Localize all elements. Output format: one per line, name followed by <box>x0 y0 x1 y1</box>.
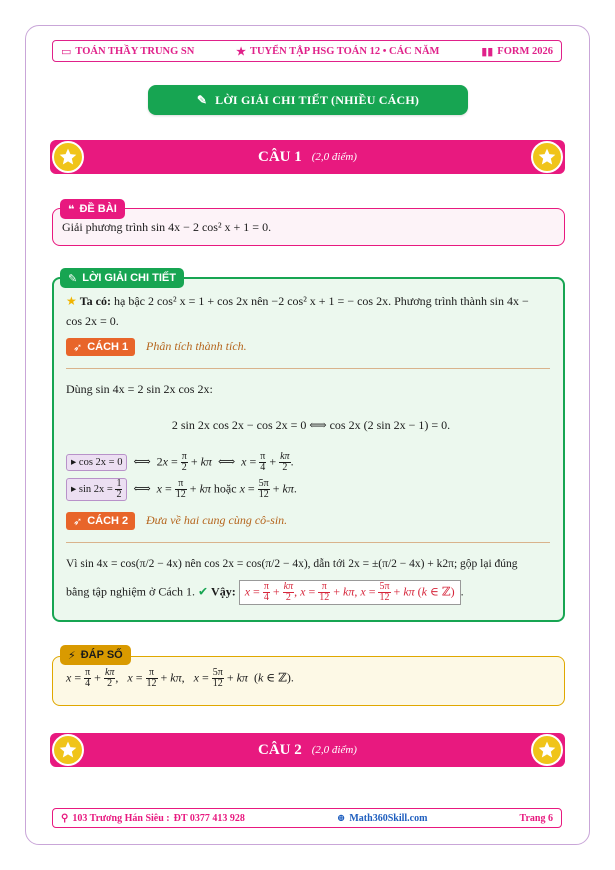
intro-text-1: hạ bậc 2 cos² x = 1 + cos 2x nên −2 cos² x + 1 = − cos 2x. Phương trình thành sin 4x − <box>114 294 529 308</box>
answer-tag <box>60 645 131 665</box>
divider <box>66 368 550 369</box>
star-badge-icon <box>531 734 563 766</box>
check-circle-icon: ✔ <box>197 584 209 599</box>
method-1-line: Dùng sin 4x = 2 sin 2x cos 2x: <box>66 382 213 396</box>
footer-website-text: Math360Skill.com <box>349 812 428 824</box>
chalkboard-icon: ▭ <box>61 45 72 58</box>
header-left-text: TOÁN THẦY TRUNG SN <box>75 45 195 57</box>
page-footer <box>52 808 562 828</box>
case-2-chip-text: sin 2x = <box>78 483 113 495</box>
page-header <box>52 40 562 62</box>
case-2-chip: ▸ sin 2x = $\frac{1}{2}$ <box>66 478 127 501</box>
section-title-pill <box>148 85 468 115</box>
case-1-line: ▸ cos 2x = 0 ⟺ 2x = $\frac{\pi}{2}$ + kπ ⟺ x = $\frac{\pi}{4}$ + $\frac{k\pi}{2}$ . <box>66 452 556 473</box>
problem-tag <box>60 199 125 219</box>
method-2-line-2-text: bằng tập nghiệm ở Cách 1. <box>66 584 195 599</box>
problem-tag-label: ĐỀ BÀI <box>79 203 117 215</box>
fraction: $\frac{1}{2}$ <box>116 478 122 500</box>
header-middle <box>236 45 439 58</box>
header-middle-text: TUYỂN TẬP HSG TOÁN 12 • CÁC NĂM <box>249 45 440 57</box>
star-badge-icon <box>52 141 84 173</box>
fraction: $\frac{k\pi}{2}$ <box>280 451 290 473</box>
location-pin-icon: ⚲ <box>61 812 69 824</box>
method-1-label: CÁCH 1 <box>87 341 129 353</box>
case-1-chip: ▸ cos 2x = 0 <box>66 454 127 472</box>
star-icon: ★ <box>66 294 77 308</box>
question-1-points: (2,0 điểm) <box>311 151 357 163</box>
question-2-banner <box>50 733 565 767</box>
star-badge-icon <box>52 734 84 766</box>
solution-intro <box>66 292 556 310</box>
method-2-line-2: bằng tập nghiệm ở Cách 1. ✔ Vậy: x = $\frac{\pi}{4}$ + $\frac{k\pi}{2}$ , x = $\frac{\pi}{12}$ + kπ, x = $\frac{5\pi}{12}$ + kπ (k ∈ ℤ). <box>66 581 464 603</box>
method-2-tag <box>66 512 135 530</box>
question-1-title: CÂU 1 <box>258 148 302 165</box>
method-1-tag <box>66 338 135 356</box>
footer-page-number: Trang 6 <box>519 812 553 824</box>
star-icon: ★ <box>236 45 246 58</box>
pen-icon: ✎ <box>196 92 208 107</box>
conclusion-answer: x = $\frac{\pi}{4}$ + $\frac{k\pi}{2}$ , x = $\frac{\pi}{12}$ + kπ, x = $\frac{5\pi}{12}$ + kπ (k ∈ ℤ) <box>239 580 461 605</box>
lightning-icon: ⚡ <box>68 649 76 662</box>
answer-text: x = $\frac{\pi}{4}$ + $\frac{k\pi}{2}$ , x = $\frac{\pi}{12}$ + kπ, x = $\frac{5\pi}{12}$ + kπ (k ∈ ℤ). <box>66 667 294 689</box>
book-icon: ▮▮ <box>481 45 494 58</box>
problem-text: Giải phương trình sin 4x − 2 cos² x + 1 = 0. <box>62 220 272 234</box>
footer-website[interactable] <box>337 813 427 824</box>
fraction: $\frac{5\pi}{12}$ <box>258 478 269 500</box>
footer-address: 103 Trương Hán Siêu : <box>72 812 170 824</box>
method-1-desc: Phân tích thành tích. <box>146 339 247 353</box>
footer-contact <box>61 813 245 824</box>
method-2-label: CÁCH 2 <box>87 515 129 527</box>
fraction: $\frac{\pi}{12}$ <box>175 478 186 500</box>
question-2-title: CÂU 2 <box>258 741 302 758</box>
globe-icon: ⊕ <box>336 812 346 824</box>
question-2-points: (2,0 điểm) <box>311 744 357 756</box>
header-right-text: FORM 2026 <box>497 45 553 57</box>
fraction: $\frac{\pi}{2}$ <box>181 451 187 473</box>
rocket-icon: ➶ <box>73 341 83 354</box>
divider <box>66 542 550 543</box>
header-right <box>481 45 553 58</box>
case-1-chip-text: cos 2x = 0 <box>78 456 123 468</box>
conclusion-label: Vậy: <box>211 584 236 599</box>
question-1-banner <box>50 140 565 174</box>
rocket-icon: ➶ <box>73 515 83 528</box>
footer-phone: ĐT 0377 413 928 <box>173 812 245 824</box>
star-badge-icon <box>531 141 563 173</box>
intro-text-2: cos 2x = 0. <box>66 314 119 328</box>
pen-icon: ✎ <box>68 272 78 285</box>
method-2-desc: Đưa về hai cung cùng cô-sin. <box>146 513 288 527</box>
header-left <box>61 45 194 58</box>
answer-tag-label: ĐÁP SỐ <box>80 649 123 661</box>
method-1-equation: 2 sin 2x cos 2x − cos 2x = 0 ⟺ cos 2x (2 sin 2x − 1) = 0. <box>171 418 451 432</box>
method-2-line-1: Vì sin 4x = cos(π/2 − 4x) nên cos 2x = cos(π/2 − 4x), dẫn tới 2x = ±(π/2 − 4x) + k2π; gộp lại đúng <box>66 558 518 570</box>
quote-icon: ❝ <box>68 203 75 216</box>
solution-tag-label: LỜI GIẢI CHI TIẾT <box>82 272 176 284</box>
solution-tag <box>60 268 184 288</box>
fraction: $\frac{\pi}{4}$ <box>260 451 266 473</box>
intro-label: Ta có: <box>79 294 111 308</box>
section-title: LỜI GIẢI CHI TIẾT (NHIỀU CÁCH) <box>215 92 420 107</box>
case-2-line: ▸ sin 2x = $\frac{1}{2}$ ⟺ x = $\frac{\pi}{12}$ + kπ hoặc x = $\frac{5\pi}{12}$ + kπ. <box>66 478 556 501</box>
